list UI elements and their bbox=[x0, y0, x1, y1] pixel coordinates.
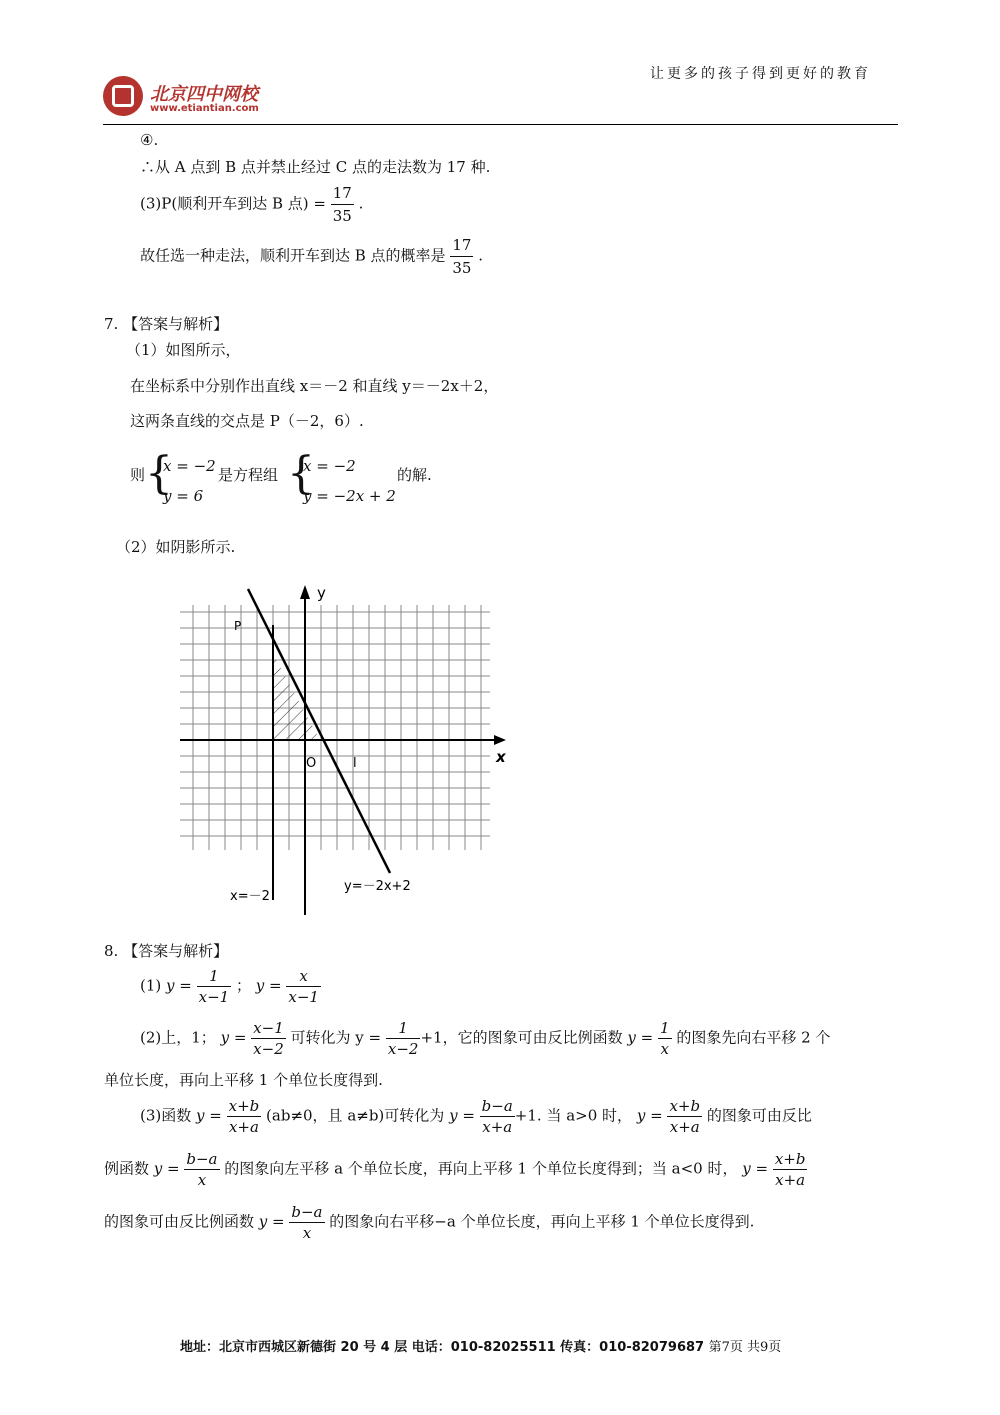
q8-p3-l2-prefix: 例函数 bbox=[104, 1159, 150, 1178]
q8-p3-frac3-num: x+b bbox=[669, 1097, 701, 1115]
q6-line1: ④. bbox=[140, 131, 159, 149]
q8-p3-l2-frac1-den: x bbox=[197, 1171, 207, 1189]
q8-p3-lhs2: y = bbox=[449, 1106, 475, 1125]
q8-p2-frac2-den: x−2 bbox=[387, 1040, 419, 1058]
q8-p3-frac1-den: x+a bbox=[228, 1118, 259, 1136]
q8-p2-frac3 bbox=[658, 1018, 672, 1059]
q8-p1-sep: ； bbox=[235, 976, 251, 995]
q7-sys2-a: x = −2 bbox=[303, 457, 356, 475]
q6-line3-suffix: . bbox=[358, 194, 364, 213]
q8-p2-frac3-num: 1 bbox=[660, 1019, 670, 1037]
q8-p1-frac1-den: x−1 bbox=[198, 988, 230, 1006]
q7-sys-suffix: 的解. bbox=[397, 466, 432, 484]
q7-sys-mid: 是方程组 bbox=[218, 466, 279, 484]
q8-p3-l3-frac bbox=[289, 1202, 324, 1243]
q8-p1-frac2-den: x−1 bbox=[288, 988, 319, 1006]
label-origin: O bbox=[306, 756, 317, 771]
q8-p2-mid: 可转化为 y = bbox=[290, 1028, 382, 1047]
q8-p1-frac1 bbox=[197, 966, 232, 1007]
q8-p3-lhs: y = bbox=[196, 1106, 222, 1125]
q8-p3-l3-frac-num: b−a bbox=[291, 1203, 323, 1221]
q8-p3-frac1 bbox=[227, 1096, 262, 1137]
q8-p3-frac3 bbox=[667, 1096, 702, 1137]
q8-p2-mid2: ，它的图象可由反比例函数 bbox=[442, 1028, 623, 1047]
q6-line4 bbox=[140, 234, 483, 279]
q8-p3-line2 bbox=[104, 1149, 807, 1190]
q6-frac2-den: 35 bbox=[452, 259, 472, 277]
q8-p3-l3-lhs: y = bbox=[258, 1212, 285, 1231]
q8-p3-frac1-num: x+b bbox=[228, 1097, 260, 1115]
label-y: y bbox=[317, 584, 326, 602]
label-unit: l bbox=[353, 756, 357, 771]
q6-line4-suffix: . bbox=[478, 246, 483, 265]
x-axis-arrow-icon bbox=[494, 735, 506, 745]
q8-p2-frac1-den: x−2 bbox=[253, 1040, 284, 1058]
q7-sys2-b: y = −2x + 2 bbox=[303, 487, 396, 505]
q7-brace-2: { bbox=[287, 448, 315, 499]
grid-lines bbox=[180, 605, 490, 850]
footer bbox=[180, 1336, 781, 1355]
q7-sys1-a: x = −2 bbox=[163, 457, 216, 475]
q8-p3-l3-end: 的图象向右平移−a 个单位长度，再向上平移 1 个单位长度得到. bbox=[329, 1212, 755, 1231]
q8-p2-lhs3: y = bbox=[627, 1028, 654, 1047]
q6-line2: ∴从 A 点到 B 点并禁止经过 C 点的走法数为 17 种. bbox=[140, 158, 491, 176]
q8-p3-l3-prefix: 的图象可由反比例函数 bbox=[104, 1212, 255, 1231]
q6-fraction-1 bbox=[331, 182, 354, 227]
q8-p3-l3-frac-den: x bbox=[302, 1224, 312, 1242]
q7-sys1-b: y = 6 bbox=[163, 487, 204, 505]
q6-line4-prefix: 故任选一种走法，顺利开车到达 B 点的概率是 bbox=[140, 246, 446, 265]
q7-brace-1: { bbox=[145, 448, 173, 499]
slogan: 让更多的孩子得到更好的教育 bbox=[650, 66, 871, 82]
school-logo-icon bbox=[103, 76, 143, 116]
q8-p3-line3 bbox=[104, 1202, 754, 1243]
q7-p1: （1）如图所示， bbox=[126, 341, 241, 359]
q8-p3-l2-frac1 bbox=[184, 1149, 219, 1190]
q8-p3-cond: (ab≠0，且 a≠b)可转化为 bbox=[266, 1106, 445, 1125]
q6-fraction-2 bbox=[450, 234, 473, 279]
q8-p3-end: 的图象可由反比 bbox=[706, 1106, 812, 1125]
q8-p1-frac2 bbox=[286, 966, 321, 1007]
label-x: x bbox=[496, 748, 506, 766]
q8-p2-frac1 bbox=[251, 1018, 286, 1059]
q8-p3-l2-lhs: y = bbox=[153, 1159, 180, 1178]
brand-name: 北京四中网校 bbox=[150, 84, 258, 105]
q8-p2-lhs: y = bbox=[220, 1028, 247, 1047]
q8-p1-prefix: (1) bbox=[140, 976, 162, 995]
q8-p3-l2-frac2 bbox=[773, 1149, 808, 1190]
q8-p2-end: 的图象先向右平移 2 个 bbox=[676, 1028, 831, 1047]
q8-p1-eq2-lhs: y = bbox=[255, 976, 282, 995]
q8-p3-mid: . 当 a>0 时， bbox=[536, 1106, 633, 1125]
q8-p1-frac2-num: x bbox=[286, 966, 321, 987]
q6-frac2-num: 17 bbox=[450, 234, 473, 257]
q7-graph bbox=[170, 575, 530, 920]
q8-p2-frac2 bbox=[386, 1018, 421, 1059]
q8-p2-plus: +1 bbox=[420, 1028, 443, 1047]
shaded-region bbox=[273, 654, 320, 740]
q6-line3-prefix: (3)P(顺利开车到达 B 点) = bbox=[140, 194, 326, 213]
q6-frac1-num: 17 bbox=[331, 182, 354, 205]
q8-p3-frac2-num: b−a bbox=[481, 1097, 513, 1115]
q8-p2 bbox=[140, 1018, 830, 1059]
q7-sys-prefix: 则 bbox=[130, 466, 146, 484]
footer-address: 地址：北京市西城区新德街 20 号 4 层 电话：010-82025511 传真：010-82079687 bbox=[180, 1340, 705, 1355]
q8-p2-frac3-den: x bbox=[660, 1040, 669, 1058]
q8-p3-frac2-den: x+a bbox=[482, 1118, 513, 1136]
q7-p4: （2）如阴影所示. bbox=[116, 538, 236, 556]
q8-p2-frac2-num: 1 bbox=[386, 1018, 421, 1039]
q8-p3-plus: +1 bbox=[514, 1106, 537, 1125]
label-p: P bbox=[234, 619, 242, 633]
label-line1: x=－2 bbox=[230, 889, 270, 904]
q8-p2-line2: 单位长度，再向上平移 1 个单位长度得到. bbox=[104, 1071, 383, 1089]
q7-heading: 7. 【答案与解析】 bbox=[104, 315, 229, 333]
q8-p3-l2-frac1-num: b−a bbox=[186, 1150, 218, 1168]
q8-p3-frac3-den: x+a bbox=[669, 1118, 700, 1136]
q8-p1-eq1-lhs: y = bbox=[166, 976, 192, 995]
q8-p3-l2-frac2-den: x+a bbox=[775, 1171, 806, 1189]
q8-p2-frac1-num: x−1 bbox=[253, 1019, 284, 1037]
q8-p1-frac1-num: 1 bbox=[197, 966, 232, 987]
y-axis-arrow-icon bbox=[300, 585, 310, 599]
q8-heading: 8. 【答案与解析】 bbox=[104, 942, 229, 960]
header-divider bbox=[103, 124, 898, 125]
brand-url: www.etiantian.com bbox=[150, 103, 259, 114]
q8-p3-lhs3: y = bbox=[636, 1106, 663, 1125]
q7-p3: 这两条直线的交点是 P（－2，6）. bbox=[130, 412, 364, 430]
q7-p2: 在坐标系中分别作出直线 x＝－2 和直线 y＝－2x＋2， bbox=[130, 377, 499, 395]
q6-frac1-den: 35 bbox=[332, 207, 352, 225]
q6-line3 bbox=[140, 182, 363, 227]
q8-p3-l2-frac2-num: x+b bbox=[774, 1150, 806, 1168]
q8-p1 bbox=[140, 966, 321, 1007]
q8-p3 bbox=[140, 1096, 812, 1137]
label-line2: y=－2x+2 bbox=[344, 879, 411, 894]
q8-p3-l2-lhs2: y = bbox=[742, 1159, 769, 1178]
q8-p3-frac2 bbox=[480, 1096, 515, 1137]
q8-p2-prefix: (2)上，1； bbox=[140, 1028, 216, 1047]
q8-p3-prefix: (3)函数 bbox=[140, 1106, 192, 1125]
q8-p3-l2-mid: 的图象向左平移 a 个单位长度，再向上平移 1 个单位长度得到；当 a<0 时， bbox=[224, 1159, 738, 1178]
footer-page: 第7页 共9页 bbox=[708, 1340, 782, 1355]
